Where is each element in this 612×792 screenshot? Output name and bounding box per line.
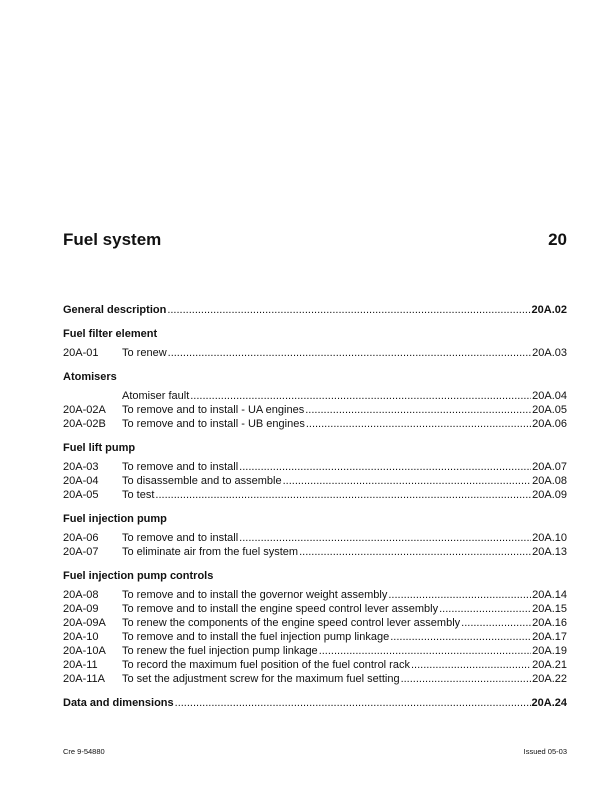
dot-leader	[283, 474, 532, 488]
toc-entry[interactable]	[63, 696, 567, 710]
page-number: 20A.04	[532, 390, 567, 402]
page-number: 20A.06	[532, 418, 567, 430]
entry-title: To remove and to install the fuel injection pump linkage	[122, 631, 390, 643]
section-code	[63, 389, 122, 403]
section-code: 20A-09A	[63, 617, 106, 629]
page-number: 20A.22	[532, 673, 567, 685]
entry-title: To eliminate air from the fuel system	[122, 546, 299, 558]
page-number: 20A.21	[532, 659, 567, 671]
section-code: 20A-02A	[63, 404, 106, 416]
toc-entry[interactable]	[63, 630, 567, 644]
toc-entry[interactable]	[63, 403, 567, 417]
section-code: 20A-11	[63, 659, 98, 671]
toc-entry[interactable]	[63, 602, 567, 616]
section-code: 20A-04	[63, 475, 99, 487]
page-number: 20A.13	[532, 546, 567, 558]
entry-title: To test	[122, 489, 155, 501]
section-code: 20A-02B	[63, 418, 106, 430]
issue-date: Issued 05-03	[523, 747, 567, 756]
dot-leader	[299, 545, 531, 559]
page-number: 20A.07	[532, 461, 567, 473]
entry-title: To renew the fuel injection pump linkage	[122, 645, 318, 657]
section-heading: Fuel injection pump	[63, 513, 167, 525]
entry-title: To disassemble and to assemble	[122, 475, 282, 487]
toc-entry[interactable]	[63, 389, 567, 403]
page-number: 20A.02	[531, 304, 567, 316]
dot-leader	[390, 630, 531, 644]
dot-leader	[319, 644, 531, 658]
page-number: 20A.09	[532, 489, 567, 501]
section-code: 20A-01	[63, 347, 99, 359]
toc-entry[interactable]	[63, 531, 567, 545]
entry-title: General description	[63, 304, 167, 316]
toc-entry[interactable]	[63, 488, 567, 502]
chapter-number: 20	[548, 230, 567, 249]
chapter-title: Fuel system	[63, 230, 162, 249]
entry-title: To set the adjustment screw for the maximum fuel setting	[122, 673, 400, 685]
toc-entry[interactable]	[63, 346, 567, 360]
page-number: 20A.03	[532, 347, 567, 359]
section-code: 20A-11A	[63, 673, 105, 685]
dot-leader	[175, 696, 531, 710]
section-code: 20A-06	[63, 532, 99, 544]
section-heading: Fuel filter element	[63, 328, 158, 340]
entry-title: Atomiser fault	[122, 390, 190, 402]
entry-title: To remove and to install the governor weight assembly	[122, 589, 388, 601]
section-code: 20A-10	[63, 631, 99, 643]
table-of-contents	[63, 303, 567, 710]
page-number: 20A.24	[531, 697, 567, 709]
toc-entry[interactable]	[63, 644, 567, 658]
page-number: 20A.05	[532, 404, 567, 416]
toc-entry[interactable]	[63, 474, 567, 488]
toc-entry[interactable]	[63, 658, 567, 672]
section-heading: Fuel injection pump controls	[63, 570, 214, 582]
toc-entry[interactable]	[63, 460, 567, 474]
dot-leader	[306, 417, 531, 431]
page-number: 20A.10	[532, 532, 567, 544]
dot-leader	[239, 531, 531, 545]
dot-leader	[155, 488, 531, 502]
page-number: 20A.19	[532, 645, 567, 657]
dot-leader	[401, 672, 532, 686]
toc-entry[interactable]	[63, 417, 567, 431]
document-reference: Cre 9-54880	[63, 747, 105, 756]
entry-title: To remove and to install - UB engines	[122, 418, 305, 430]
entry-title: To renew	[122, 347, 167, 359]
dot-leader	[461, 616, 531, 630]
entry-title: To record the maximum fuel position of the fuel control rack	[122, 659, 410, 671]
dot-leader	[190, 389, 531, 403]
toc-entry[interactable]	[63, 616, 567, 630]
dot-leader	[168, 346, 531, 360]
section-heading: Fuel lift pump	[63, 442, 136, 454]
page-number: 20A.14	[532, 589, 567, 601]
entry-title: Data and dimensions	[63, 697, 174, 709]
dot-leader	[388, 588, 531, 602]
entry-title: To remove and to install - UA engines	[122, 404, 305, 416]
toc-entry[interactable]	[63, 303, 567, 317]
section-code: 20A-10A	[63, 645, 106, 657]
section-code: 20A-08	[63, 589, 99, 601]
dot-leader	[411, 658, 531, 672]
page-number: 20A.08	[532, 475, 567, 487]
section-code: 20A-05	[63, 489, 99, 501]
page-number: 20A.15	[532, 603, 567, 615]
entry-title: To remove and to install the engine speed control lever assembly	[122, 603, 439, 615]
page-number: 20A.17	[532, 631, 567, 643]
entry-title: To remove and to install	[122, 461, 239, 473]
section-heading: Atomisers	[63, 371, 117, 383]
dot-leader	[305, 403, 531, 417]
section-code: 20A-07	[63, 546, 99, 558]
entry-title: To renew the components of the engine speed control lever assembly	[122, 617, 461, 629]
toc-entry[interactable]	[63, 588, 567, 602]
dot-leader	[167, 303, 530, 317]
entry-title: To remove and to install	[122, 532, 239, 544]
section-code: 20A-09	[63, 603, 99, 615]
dot-leader	[239, 460, 531, 474]
page-number: 20A.16	[532, 617, 567, 629]
toc-entry[interactable]	[63, 545, 567, 559]
dot-leader	[439, 602, 531, 616]
toc-entry[interactable]	[63, 672, 567, 686]
section-code: 20A-03	[63, 461, 99, 473]
